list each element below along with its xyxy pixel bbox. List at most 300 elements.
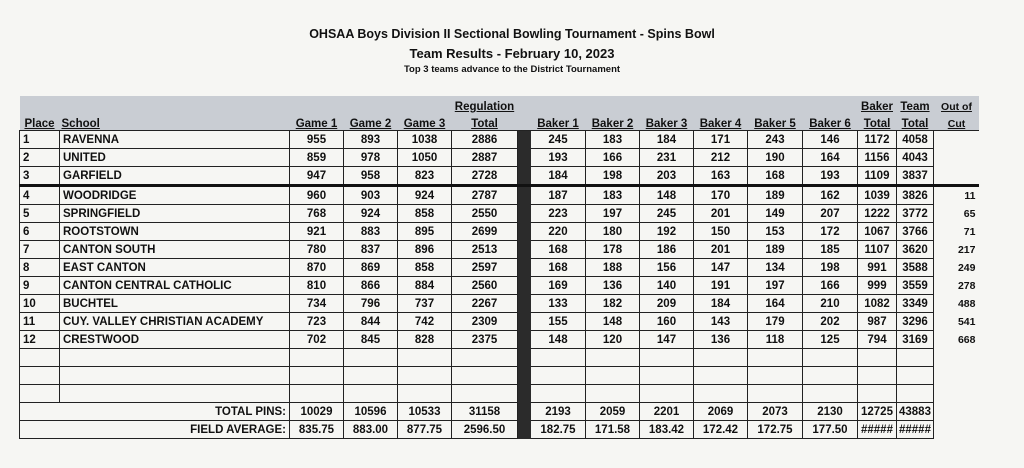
score-cell: 231: [640, 149, 694, 167]
score-cell: 150: [694, 223, 748, 241]
score-cell: 155: [531, 313, 586, 331]
header-row-bottom: [20, 113, 980, 131]
score-cell: 220: [531, 223, 586, 241]
results-sheet: [19, 96, 979, 439]
separator-cell: [518, 349, 531, 367]
team-row: [20, 259, 980, 277]
col-baker3: Baker 3: [640, 113, 694, 131]
score-cell: 858: [398, 205, 452, 223]
average-cell: 883.00: [344, 421, 398, 439]
totals-label: TOTAL PINS:: [20, 403, 290, 421]
score-cell: [344, 349, 398, 367]
score-cell: 1222: [858, 205, 897, 223]
cut-cell: 249: [957, 261, 976, 274]
score-cell: 895: [398, 223, 452, 241]
score-cell: [452, 385, 518, 403]
separator-cell: [518, 313, 531, 331]
school-cell: [60, 385, 290, 403]
total-cell: 2201: [640, 403, 694, 421]
totals-row: [20, 403, 980, 421]
average-cell: 177.50: [803, 421, 858, 439]
separator-cell: [518, 131, 531, 149]
school-cell: [60, 367, 290, 385]
separator-cell: [518, 385, 531, 403]
score-cell: 198: [586, 167, 640, 186]
score-cell: 164: [803, 149, 858, 167]
score-cell: [640, 349, 694, 367]
col-game2: Game 2: [344, 113, 398, 131]
score-cell: 179: [748, 313, 803, 331]
total-cell: 31158: [452, 403, 518, 421]
school-cell: BUCHTEL: [60, 295, 290, 313]
average-cell: 171.58: [586, 421, 640, 439]
score-cell: 163: [694, 167, 748, 186]
score-cell: [694, 367, 748, 385]
team-row: [20, 241, 980, 259]
score-cell: 182: [586, 295, 640, 313]
place-cell: 5: [20, 205, 60, 223]
score-cell: [452, 367, 518, 385]
col-school: School: [60, 113, 290, 131]
cut-cell: 488: [957, 297, 976, 310]
score-cell: 884: [398, 277, 452, 295]
score-cell: 171: [694, 131, 748, 149]
total-cell: 12725: [858, 403, 897, 421]
score-cell: 243: [748, 131, 803, 149]
score-cell: 960: [290, 186, 344, 205]
score-cell: [897, 385, 934, 403]
average-cell: 182.75: [531, 421, 586, 439]
school-cell: CRESTWOOD: [60, 331, 290, 349]
total-cell: 2069: [694, 403, 748, 421]
average-cell: 172.75: [748, 421, 803, 439]
cut-cell: 11: [964, 189, 976, 202]
col-baker4: Baker 4: [694, 113, 748, 131]
cut-cell: [933, 349, 979, 367]
score-cell: 924: [344, 205, 398, 223]
total-cell: 10533: [398, 403, 452, 421]
score-cell: [694, 385, 748, 403]
score-cell: [398, 367, 452, 385]
team-row: [20, 331, 980, 349]
score-cell: 146: [803, 131, 858, 149]
score-cell: [290, 385, 344, 403]
score-cell: 3559: [897, 277, 934, 295]
score-cell: 136: [694, 331, 748, 349]
team-row: [20, 295, 980, 313]
score-cell: [858, 385, 897, 403]
score-cell: [640, 385, 694, 403]
score-cell: 153: [748, 223, 803, 241]
score-cell: 2886: [452, 131, 518, 149]
average-row: [20, 421, 980, 439]
total-cell: 2073: [748, 403, 803, 421]
average-cell: 172.42: [694, 421, 748, 439]
score-cell: [748, 367, 803, 385]
score-cell: 4043: [897, 149, 934, 167]
score-cell: 201: [694, 241, 748, 259]
score-cell: 170: [694, 186, 748, 205]
score-cell: 184: [640, 131, 694, 149]
score-cell: 192: [640, 223, 694, 241]
score-cell: 4058: [897, 131, 934, 149]
score-cell: 883: [344, 223, 398, 241]
report-title: OHSAA Boys Division II Sectional Bowling Tournament - Spins Bowl: [309, 27, 715, 41]
score-cell: 183: [586, 186, 640, 205]
place-cell: 7: [20, 241, 60, 259]
score-cell: 136: [586, 277, 640, 295]
separator-cell: [518, 331, 531, 349]
cut-cell: 65: [963, 207, 976, 220]
score-cell: [586, 385, 640, 403]
col-baker5: Baker 5: [748, 113, 803, 131]
score-cell: 1038: [398, 131, 452, 149]
score-cell: [452, 349, 518, 367]
score-cell: 823: [398, 167, 452, 186]
school-cell: CANTON SOUTH: [60, 241, 290, 259]
total-cell: 2059: [586, 403, 640, 421]
score-cell: 958: [344, 167, 398, 186]
report-header: [0, 26, 1024, 77]
score-cell: 164: [748, 295, 803, 313]
score-cell: 991: [858, 259, 897, 277]
score-cell: 120: [586, 331, 640, 349]
score-cell: [897, 349, 934, 367]
place-cell: 1: [20, 131, 60, 149]
score-cell: 191: [694, 277, 748, 295]
score-cell: 1039: [858, 186, 897, 205]
score-cell: 134: [748, 259, 803, 277]
score-cell: 223: [531, 205, 586, 223]
team-row: [20, 205, 980, 223]
col-team-total-bottom: Total: [897, 113, 934, 131]
separator-cell: [518, 367, 531, 385]
score-cell: 2375: [452, 331, 518, 349]
score-cell: 1156: [858, 149, 897, 167]
score-cell: 198: [803, 259, 858, 277]
place-cell: 11: [20, 313, 60, 331]
col-baker-total-top: Baker: [858, 96, 897, 113]
score-cell: 193: [803, 167, 858, 186]
score-cell: [290, 367, 344, 385]
school-cell: CANTON CENTRAL CATHOLIC: [60, 277, 290, 295]
header-row-top: [20, 96, 980, 113]
score-cell: 201: [694, 205, 748, 223]
score-cell: 187: [531, 186, 586, 205]
report-note: Top 3 teams advance to the District Tournament: [403, 64, 621, 75]
col-regulation-bottom: Total: [452, 113, 518, 131]
score-cell: 168: [748, 167, 803, 186]
total-cell: 2130: [803, 403, 858, 421]
score-cell: 3169: [897, 331, 934, 349]
total-cell: 10596: [344, 403, 398, 421]
score-cell: 844: [344, 313, 398, 331]
score-cell: 978: [344, 149, 398, 167]
score-cell: 189: [748, 186, 803, 205]
score-cell: 148: [531, 331, 586, 349]
school-cell: RAVENNA: [60, 131, 290, 149]
score-cell: 2309: [452, 313, 518, 331]
average-cell: #####: [897, 421, 934, 439]
score-cell: 245: [531, 131, 586, 149]
score-cell: 870: [290, 259, 344, 277]
team-row: [20, 131, 980, 149]
score-cell: 148: [586, 313, 640, 331]
score-cell: 125: [803, 331, 858, 349]
score-cell: 858: [398, 259, 452, 277]
cut-cell: [933, 367, 979, 385]
score-cell: [531, 349, 586, 367]
report-subtitle: Team Results - February 10, 2023: [409, 46, 615, 61]
score-cell: 2550: [452, 205, 518, 223]
score-cell: 2560: [452, 277, 518, 295]
school-cell: UNITED: [60, 149, 290, 167]
score-cell: 869: [344, 259, 398, 277]
score-cell: 143: [694, 313, 748, 331]
separator-cell: [518, 223, 531, 241]
team-row: [20, 149, 980, 167]
score-cell: 183: [586, 131, 640, 149]
score-cell: [858, 349, 897, 367]
score-cell: 133: [531, 295, 586, 313]
score-cell: [398, 349, 452, 367]
score-cell: 184: [694, 295, 748, 313]
score-cell: 2887: [452, 149, 518, 167]
score-cell: 148: [640, 186, 694, 205]
school-cell: EAST CANTON: [60, 259, 290, 277]
team-row: [20, 167, 980, 186]
school-cell: WOODRIDGE: [60, 186, 290, 205]
score-cell: 810: [290, 277, 344, 295]
score-cell: 859: [290, 149, 344, 167]
average-label: FIELD AVERAGE:: [20, 421, 290, 439]
separator-cell: [518, 205, 531, 223]
score-cell: 794: [858, 331, 897, 349]
place-cell: 3: [20, 167, 60, 186]
score-cell: 207: [803, 205, 858, 223]
score-cell: 3826: [897, 186, 934, 205]
score-cell: 702: [290, 331, 344, 349]
school-cell: ROOTSTOWN: [60, 223, 290, 241]
score-cell: 1107: [858, 241, 897, 259]
score-cell: 166: [586, 149, 640, 167]
score-cell: 987: [858, 313, 897, 331]
score-cell: 2267: [452, 295, 518, 313]
score-cell: [694, 349, 748, 367]
col-baker1: Baker 1: [531, 113, 586, 131]
score-cell: 2513: [452, 241, 518, 259]
average-cell: 183.42: [640, 421, 694, 439]
separator-cell: [518, 167, 531, 186]
score-cell: 210: [803, 295, 858, 313]
blank-row: [20, 385, 980, 403]
place-cell: [20, 349, 60, 367]
score-cell: 780: [290, 241, 344, 259]
col-regulation-top: Regulation: [452, 96, 518, 113]
cut-cell: 217: [957, 243, 976, 256]
results-table: [19, 96, 979, 439]
place-cell: 9: [20, 277, 60, 295]
place-cell: 12: [20, 331, 60, 349]
score-cell: 178: [586, 241, 640, 259]
score-cell: [344, 385, 398, 403]
separator-cell: [518, 186, 531, 205]
average-cell: 877.75: [398, 421, 452, 439]
col-baker6: Baker 6: [803, 113, 858, 131]
place-cell: 6: [20, 223, 60, 241]
cut-cell: [933, 149, 979, 167]
col-game1: Game 1: [290, 113, 344, 131]
place-cell: 2: [20, 149, 60, 167]
separator-cell: [518, 259, 531, 277]
score-cell: [398, 385, 452, 403]
score-cell: [531, 385, 586, 403]
col-cut-top: Out of: [933, 96, 979, 113]
score-cell: 149: [748, 205, 803, 223]
school-cell: CUY. VALLEY CHRISTIAN ACADEMY: [60, 313, 290, 331]
col-cut-bottom: Cut: [933, 113, 979, 131]
separator-cell: [518, 277, 531, 295]
score-cell: 837: [344, 241, 398, 259]
score-cell: 3620: [897, 241, 934, 259]
score-cell: 947: [290, 167, 344, 186]
score-cell: 197: [748, 277, 803, 295]
score-cell: 896: [398, 241, 452, 259]
place-cell: 4: [20, 186, 60, 205]
score-cell: [858, 367, 897, 385]
blank-row: [20, 367, 980, 385]
separator-cell: [518, 295, 531, 313]
score-cell: 212: [694, 149, 748, 167]
school-cell: [60, 349, 290, 367]
score-cell: 190: [748, 149, 803, 167]
score-cell: 209: [640, 295, 694, 313]
separator-cell: [518, 149, 531, 167]
place-cell: 8: [20, 259, 60, 277]
separator-cell: [518, 241, 531, 259]
col-team-total-top: Team: [897, 96, 934, 113]
score-cell: 197: [586, 205, 640, 223]
score-cell: 140: [640, 277, 694, 295]
score-cell: 186: [640, 241, 694, 259]
score-cell: 1172: [858, 131, 897, 149]
total-cell: 43883: [897, 403, 934, 421]
score-cell: [897, 367, 934, 385]
score-cell: 147: [640, 331, 694, 349]
score-cell: 172: [803, 223, 858, 241]
score-cell: 245: [640, 205, 694, 223]
score-cell: [640, 367, 694, 385]
score-cell: 184: [531, 167, 586, 186]
score-cell: 147: [694, 259, 748, 277]
score-cell: 828: [398, 331, 452, 349]
col-game3: Game 3: [398, 113, 452, 131]
col-baker2: Baker 2: [586, 113, 640, 131]
school-cell: SPRINGFIELD: [60, 205, 290, 223]
score-cell: 3349: [897, 295, 934, 313]
score-cell: 2597: [452, 259, 518, 277]
score-cell: 3296: [897, 313, 934, 331]
team-row: [20, 223, 980, 241]
score-cell: 3772: [897, 205, 934, 223]
score-cell: 2787: [452, 186, 518, 205]
score-cell: 1109: [858, 167, 897, 186]
total-cell: 10029: [290, 403, 344, 421]
cut-cell: 541: [957, 315, 976, 328]
place-cell: 10: [20, 295, 60, 313]
score-cell: 1082: [858, 295, 897, 313]
place-cell: [20, 367, 60, 385]
score-cell: 1050: [398, 149, 452, 167]
score-cell: 162: [803, 186, 858, 205]
score-cell: 160: [640, 313, 694, 331]
score-cell: 924: [398, 186, 452, 205]
score-cell: 737: [398, 295, 452, 313]
score-cell: 202: [803, 313, 858, 331]
score-cell: 1067: [858, 223, 897, 241]
score-cell: 734: [290, 295, 344, 313]
cut-cell: 668: [957, 333, 976, 346]
score-cell: [803, 385, 858, 403]
score-cell: 796: [344, 295, 398, 313]
score-cell: [531, 367, 586, 385]
score-cell: 185: [803, 241, 858, 259]
school-cell: GARFIELD: [60, 167, 290, 186]
score-cell: 999: [858, 277, 897, 295]
score-cell: 893: [344, 131, 398, 149]
score-cell: 955: [290, 131, 344, 149]
score-cell: 3766: [897, 223, 934, 241]
score-cell: [803, 349, 858, 367]
score-cell: 193: [531, 149, 586, 167]
score-cell: 742: [398, 313, 452, 331]
score-cell: 3837: [897, 167, 934, 186]
blank-row: [20, 349, 980, 367]
average-cell: 2596.50: [452, 421, 518, 439]
score-cell: [748, 349, 803, 367]
score-cell: 166: [803, 277, 858, 295]
cut-cell: 278: [957, 279, 976, 292]
score-cell: 189: [748, 241, 803, 259]
average-cell: #####: [858, 421, 897, 439]
score-cell: 118: [748, 331, 803, 349]
average-cell: 835.75: [290, 421, 344, 439]
score-cell: [586, 349, 640, 367]
col-baker-total-bottom: Total: [858, 113, 897, 131]
cut-cell: [933, 167, 979, 186]
score-cell: 866: [344, 277, 398, 295]
cut-cell: 71: [963, 225, 976, 238]
score-cell: 768: [290, 205, 344, 223]
score-cell: 168: [531, 259, 586, 277]
score-cell: 845: [344, 331, 398, 349]
score-cell: 723: [290, 313, 344, 331]
col-place: Place: [20, 113, 60, 131]
team-row: [20, 277, 980, 295]
score-cell: 921: [290, 223, 344, 241]
score-cell: 3588: [897, 259, 934, 277]
team-row: [20, 186, 980, 205]
score-cell: 903: [344, 186, 398, 205]
score-cell: 180: [586, 223, 640, 241]
score-cell: [290, 349, 344, 367]
score-cell: 2699: [452, 223, 518, 241]
score-cell: 156: [640, 259, 694, 277]
score-cell: 203: [640, 167, 694, 186]
score-cell: [748, 385, 803, 403]
cut-cell: [933, 131, 979, 149]
score-cell: [344, 367, 398, 385]
